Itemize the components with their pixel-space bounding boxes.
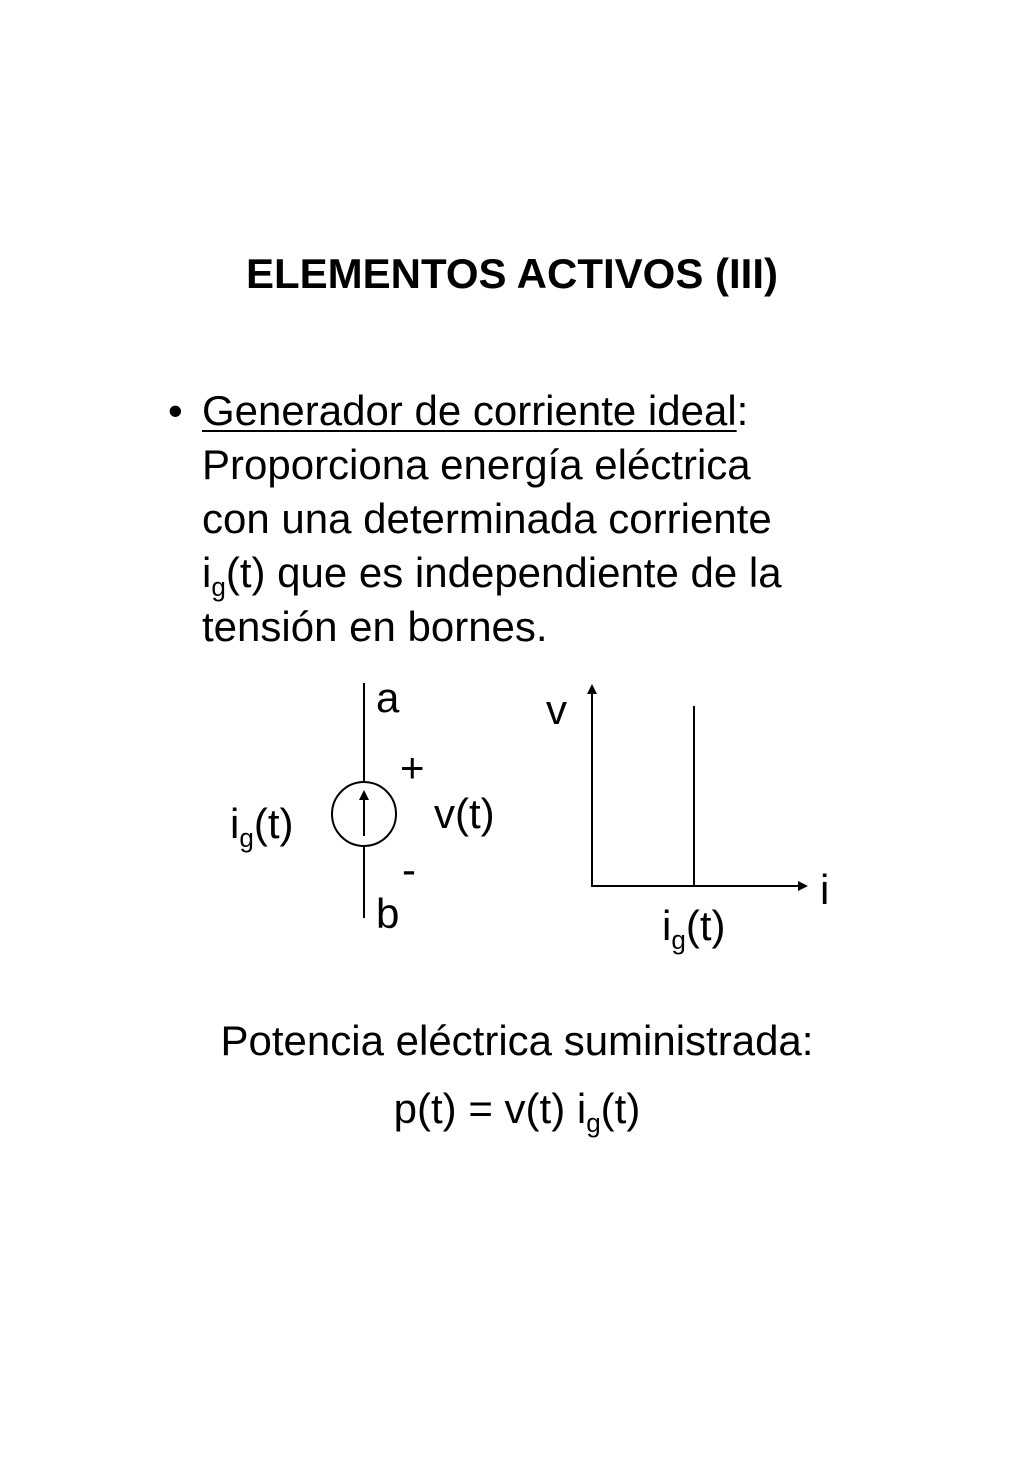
page-title: ELEMENTOS ACTIVOS (III) (245, 250, 779, 297)
current-symbol: i (202, 549, 212, 596)
source-current-rest: (t) (253, 800, 294, 847)
bullet-line-3: con una determinada corriente (202, 495, 772, 542)
current-marker-label (662, 902, 726, 956)
underlined-term: Generador de corriente ideal (202, 387, 737, 434)
x-axis-label: i (820, 866, 830, 913)
power-title: Potencia eléctrica suministrada: (220, 1017, 814, 1064)
power-equation-subscript: g (586, 1108, 601, 1139)
marker-current-symbol: i (662, 902, 672, 949)
source-current-symbol: i (230, 800, 240, 847)
terminal-a-label: a (376, 674, 400, 721)
line-4-rest: (t) que es independiente de la (225, 549, 782, 596)
bullet-line-5: tensión en bornes. (202, 603, 548, 650)
y-axis-label: v (546, 686, 567, 733)
marker-current-subscript: g (671, 925, 686, 956)
voltage-label: v(t) (434, 790, 495, 837)
polarity-plus: + (400, 744, 425, 791)
marker-current-rest: (t) (685, 902, 726, 949)
source-current-subscript: g (239, 823, 254, 854)
polarity-minus: - (402, 846, 416, 893)
power-equation (0, 1084, 1024, 1139)
bullet-line-2: Proporciona energía eléctrica (202, 441, 751, 488)
term-colon: : (736, 387, 749, 434)
bullet-marker: • (168, 387, 183, 434)
source-current-label (230, 800, 294, 854)
terminal-b-label: b (376, 890, 400, 937)
current-subscript: g (211, 572, 226, 603)
power-equation-main: p(t) = v(t) i (393, 1085, 587, 1132)
power-equation-rest: (t) (600, 1085, 641, 1132)
